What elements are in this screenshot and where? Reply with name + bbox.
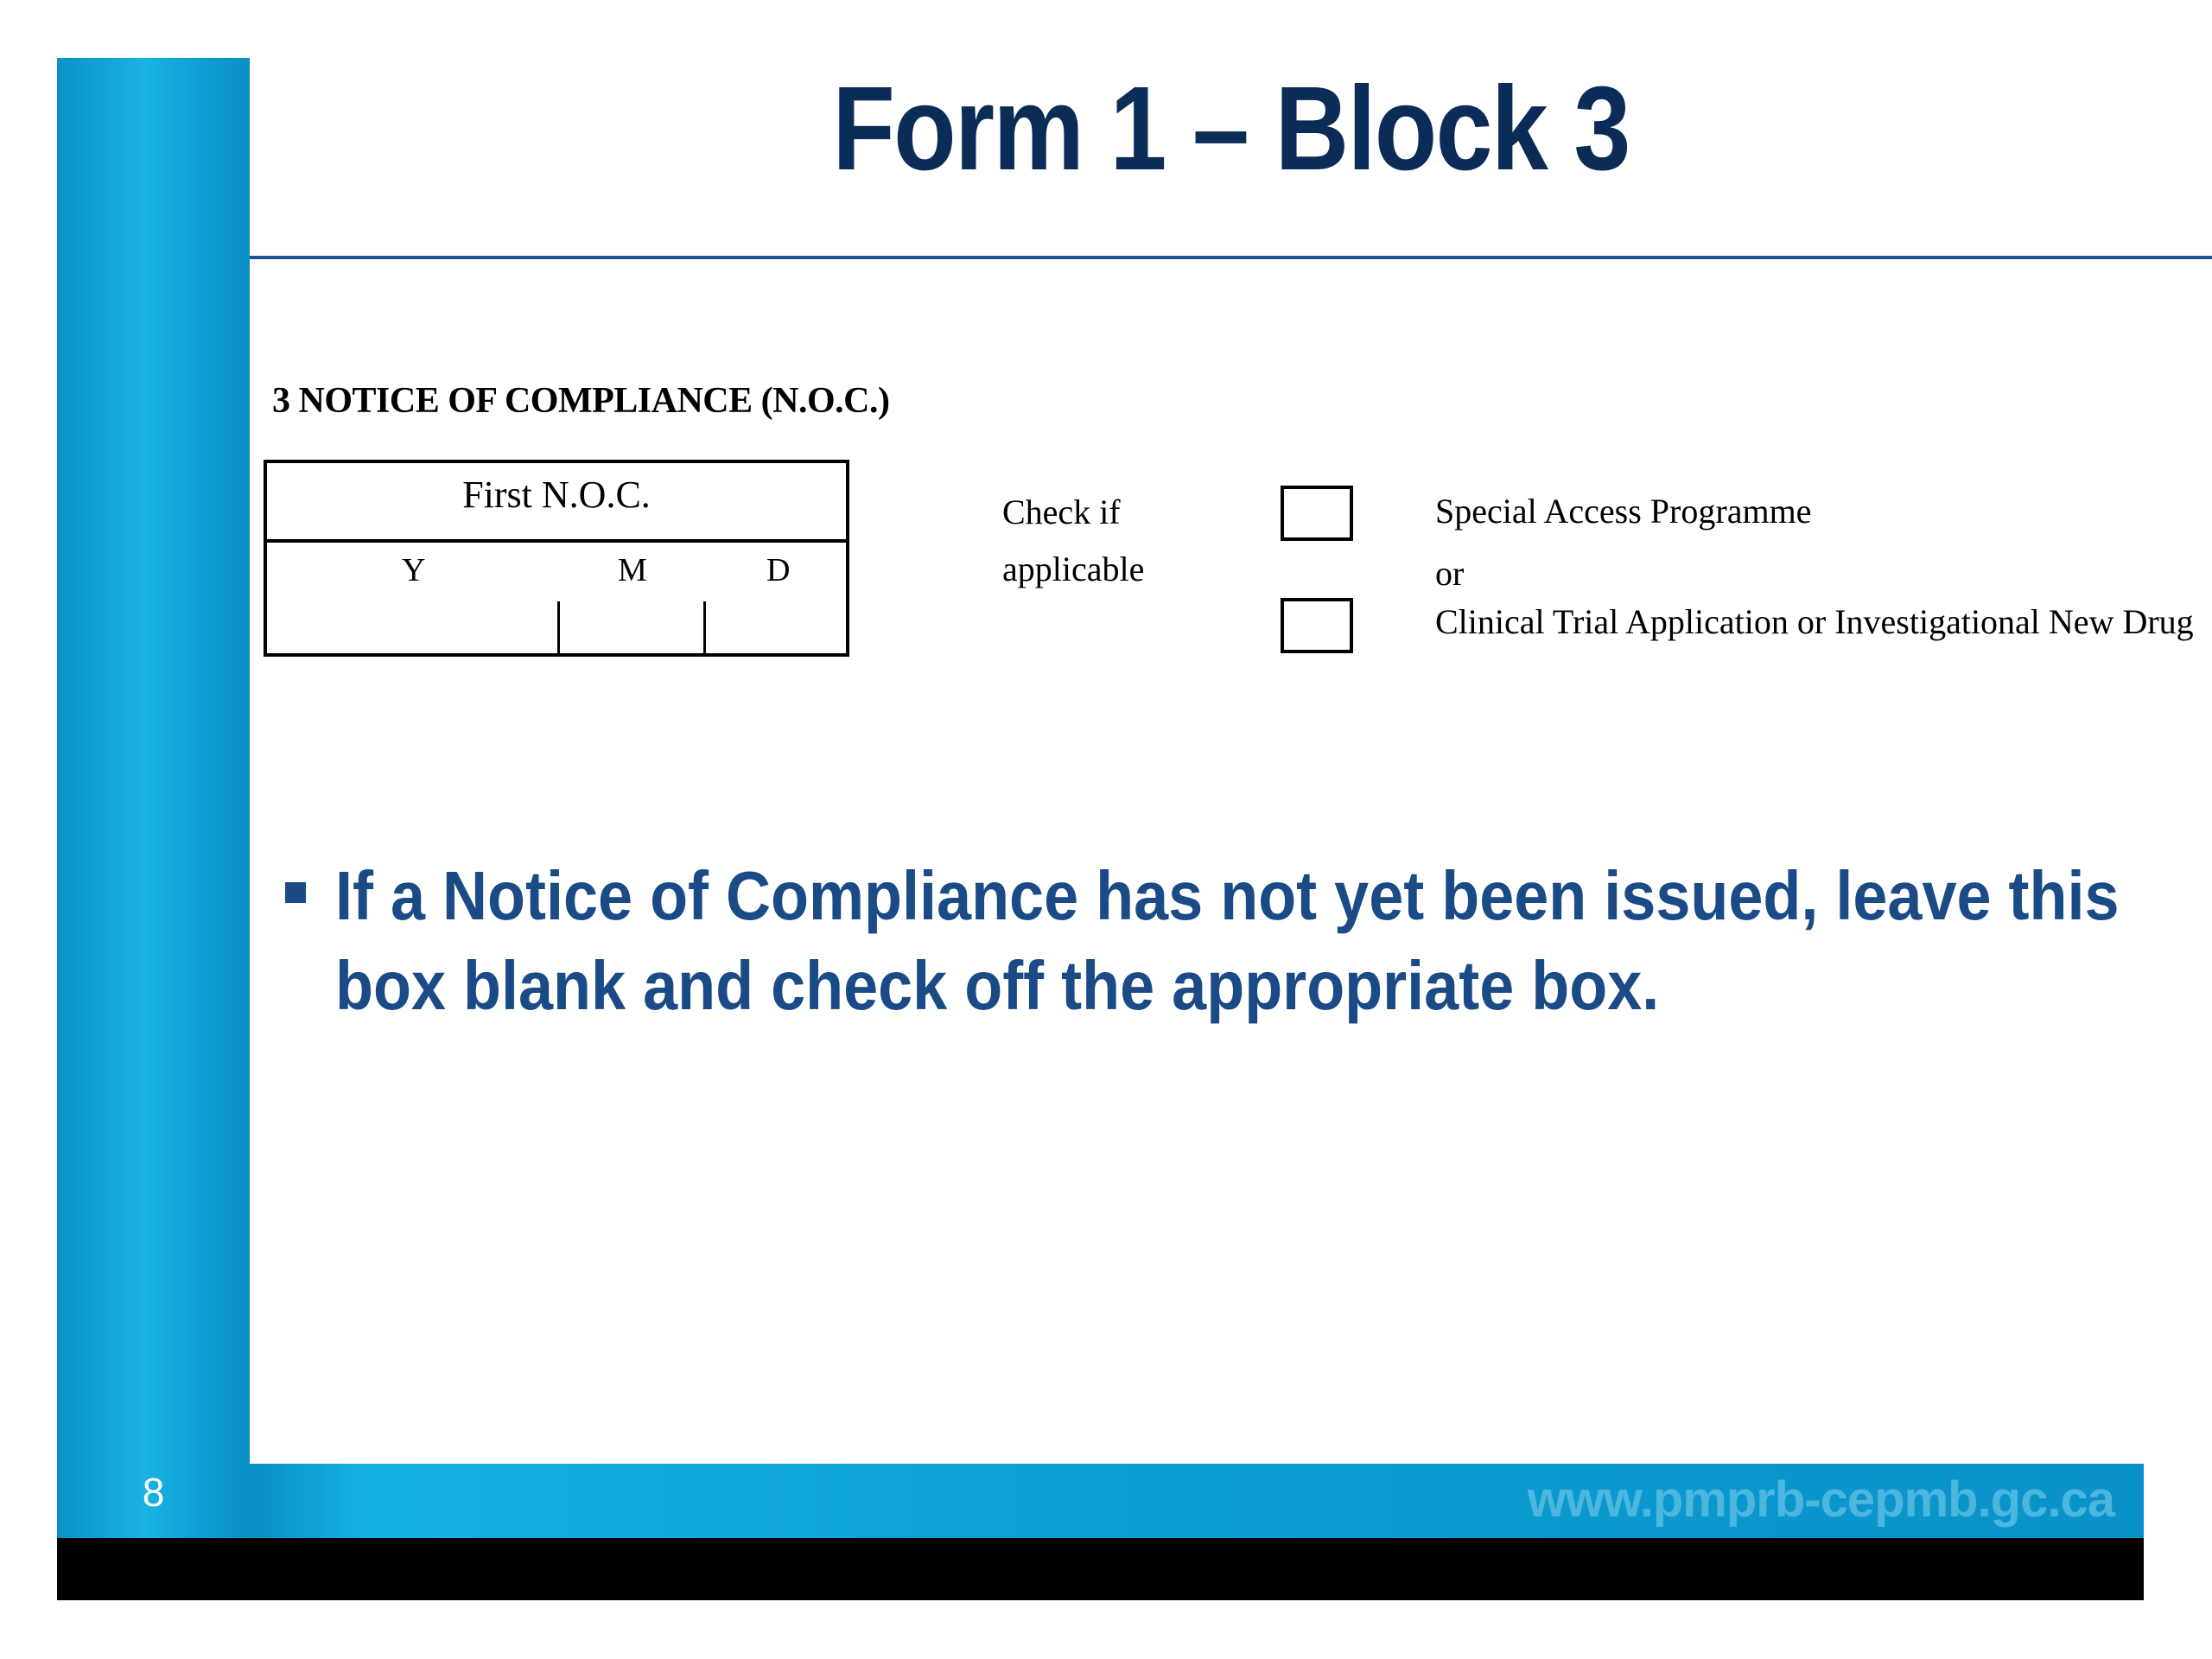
footer-band [250,1464,2144,1538]
bullet-text: If a Notice of Compliance has not yet been issued, leave this box blank and check off the appropriate box. [335,857,2120,1024]
date-col-year: Y [402,552,426,588]
noc-header: First N.O.C. [267,463,846,543]
date-separator [703,601,706,657]
clinical-trial-checkbox[interactable] [1281,598,1353,653]
section-heading: 3 NOTICE OF COMPLIANCE (N.O.C.) [272,381,890,421]
title-divider [250,256,2212,259]
slide-title: Form 1 – Block 3 [832,62,1630,195]
date-separator [557,601,560,657]
form-block-3-snippet [250,372,2212,700]
special-access-label: Special Access Programme [1435,492,1812,531]
slide-number: 8 [142,1470,165,1515]
check-if-applicable-label: Check if applicable [1002,493,1145,588]
footer-url: www.pmprb-cepmb.gc.ca [1527,1471,2114,1528]
or-label: or [1435,554,1465,593]
date-col-month: M [618,552,647,588]
square-bullet-icon [285,882,306,903]
clinical-trial-label: Clinical Trial Application or Investigational New Drug [1435,602,2194,641]
date-col-day: D [766,552,791,588]
bottom-black-bar [57,1538,2144,1600]
left-sidebar-band [57,58,250,1541]
special-access-checkbox[interactable] [1281,486,1353,541]
first-noc-date-box [264,460,849,657]
bullet-point [285,851,2143,1031]
